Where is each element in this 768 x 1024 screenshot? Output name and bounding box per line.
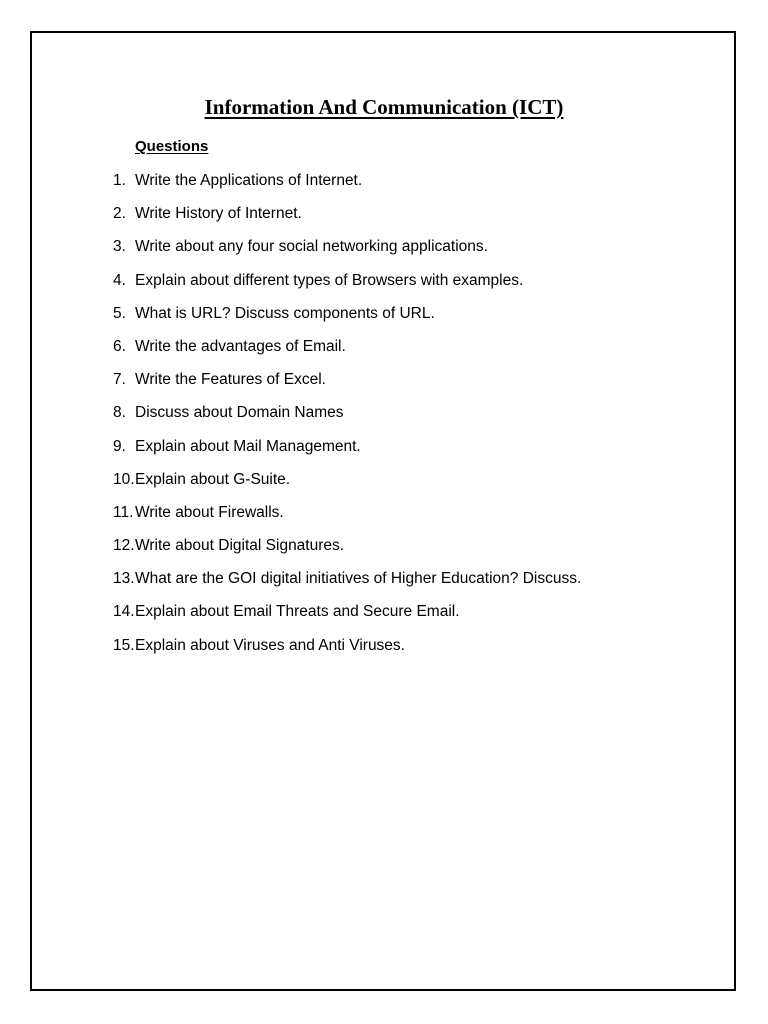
question-text: Write History of Internet. [135,205,302,223]
question-text: Write the Applications of Internet. [135,172,363,189]
question-text: Write about any four social networking applications. [135,238,488,256]
question-number: 1. [113,172,126,189]
question-text: Explain about Viruses and Anti Viruses. [135,636,405,654]
question-number: 6. [113,337,126,355]
question-number: 11. [113,503,134,521]
question-text: Explain about Email Threats and Secure Email. [135,603,460,621]
question-text: Explain about different types of Browsers with examples. [135,271,524,289]
question-text: Write about Digital Signatures. [135,537,345,555]
question-item [0,301,768,334]
question-text: Write the Features of Excel. [135,371,326,389]
question-number: 5. [113,304,126,322]
question-item [0,268,768,301]
question-item [0,367,768,400]
question-item [0,201,768,234]
question-number: 4. [113,271,126,289]
question-text: What is URL? Discuss components of URL. [135,304,435,322]
question-item [0,434,768,467]
question-item [0,334,768,367]
question-item [0,467,768,500]
question-item [0,234,768,267]
question-number: 14. [113,603,135,621]
question-number: 12. [113,537,135,555]
question-text: Explain about G-Suite. [135,470,291,488]
question-text: What are the GOI digital initiatives of Higher Education? Discuss. [135,570,582,588]
question-item [0,533,768,566]
question-text: Discuss about Domain Names [135,404,344,422]
question-number: 7. [113,371,126,389]
question-item [0,400,768,433]
question-number: 10. [113,470,135,488]
question-text: Write about Firewalls. [135,503,284,521]
question-item [0,599,768,632]
document-title: Information And Communication (ICT) [204,95,564,119]
question-number: 2. [113,205,126,223]
question-number: 3. [113,238,126,256]
question-number: 13. [113,570,135,588]
question-item [0,168,768,201]
question-item [0,566,768,599]
question-list [0,168,768,666]
question-item [0,500,768,533]
section-heading: Questions [135,138,209,155]
question-number: 8. [113,404,126,422]
question-number: 15. [113,636,135,654]
question-number: 9. [113,437,126,455]
question-text: Explain about Mail Management. [135,437,361,455]
question-text: Write the advantages of Email. [135,337,346,355]
question-item [0,633,768,666]
